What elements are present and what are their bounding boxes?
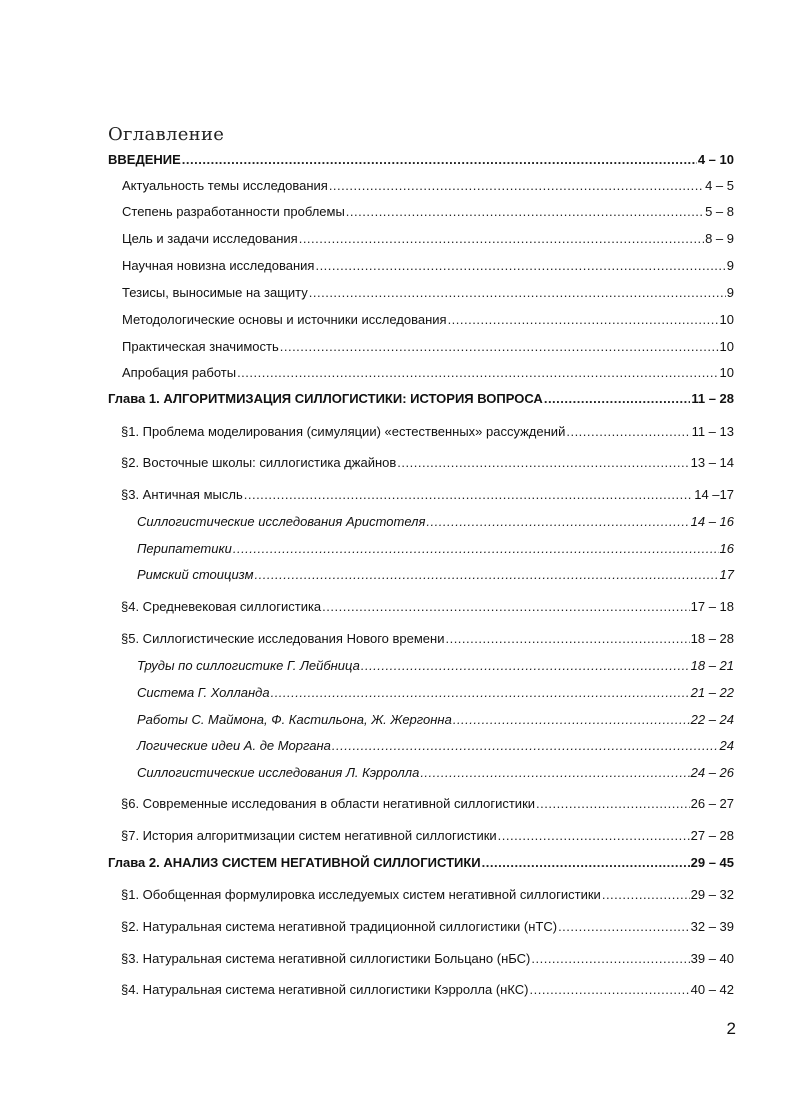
toc-entry[interactable] bbox=[122, 258, 734, 274]
toc-pages: 14 – 16 bbox=[690, 514, 734, 529]
toc-pages: 17 – 18 bbox=[690, 599, 734, 614]
toc-entry[interactable] bbox=[137, 541, 734, 557]
toc-label: Работы С. Маймона, Ф. Кастильона, Ж. Жергонна bbox=[137, 712, 452, 727]
toc-label: Тезисы, выносимые на защиту bbox=[122, 285, 308, 300]
toc-pages: 17 bbox=[719, 567, 734, 582]
toc-entry[interactable] bbox=[122, 339, 734, 355]
dot-leader bbox=[322, 599, 689, 615]
toc-entry[interactable] bbox=[137, 567, 734, 583]
toc-label: Логические идеи А. де Моргана bbox=[137, 738, 331, 753]
toc-pages: 14 –17 bbox=[694, 487, 734, 502]
toc-entry[interactable] bbox=[121, 828, 734, 844]
toc-label: Глава 1. АЛГОРИТМИЗАЦИЯ СИЛЛОГИСТИКИ: ИСТОРИЯ ВОПРОСА bbox=[108, 391, 543, 406]
dot-leader bbox=[448, 312, 719, 328]
dot-leader bbox=[602, 887, 690, 903]
toc-pages: 26 – 27 bbox=[690, 796, 734, 811]
toc-pages: 10 bbox=[719, 365, 734, 380]
toc-label: §4. Средневековая силлогистика bbox=[121, 599, 322, 614]
dot-leader bbox=[315, 258, 725, 274]
toc-pages: 40 – 42 bbox=[690, 982, 734, 997]
toc-pages: 9 bbox=[726, 285, 734, 300]
page-number: 2 bbox=[726, 1019, 736, 1038]
dot-leader bbox=[536, 796, 690, 812]
toc-label: Система Г. Холланда bbox=[137, 685, 270, 700]
toc-label: §3. Античная мысль bbox=[121, 487, 243, 502]
toc-pages: 16 bbox=[719, 541, 734, 556]
dot-leader bbox=[271, 685, 690, 701]
toc-entry[interactable] bbox=[137, 658, 734, 674]
dot-leader bbox=[255, 567, 719, 583]
toc-pages: 24 – 26 bbox=[690, 765, 734, 780]
toc-label: Практическая значимость bbox=[122, 339, 279, 354]
toc-entry[interactable] bbox=[122, 231, 734, 247]
toc-pages: 32 – 39 bbox=[690, 919, 734, 934]
dot-leader bbox=[420, 765, 689, 781]
toc-pages: 4 – 10 bbox=[697, 152, 734, 167]
dot-leader bbox=[233, 541, 719, 557]
dot-leader bbox=[397, 455, 689, 471]
toc-entry[interactable] bbox=[122, 204, 734, 220]
toc-pages: 9 bbox=[726, 258, 734, 273]
toc-pages: 29 – 45 bbox=[690, 855, 734, 870]
toc-entry[interactable] bbox=[121, 631, 734, 647]
toc-entry[interactable] bbox=[121, 487, 734, 503]
toc-pages: 27 – 28 bbox=[690, 828, 734, 843]
dot-leader bbox=[453, 712, 690, 728]
toc-label: §2. Восточные школы: силлогистика джайнов bbox=[121, 455, 397, 470]
toc-pages: 29 – 32 bbox=[690, 887, 734, 902]
toc-entry[interactable] bbox=[137, 712, 734, 728]
dot-leader bbox=[332, 738, 719, 754]
toc-label: §4. Натуральная система негативной силлогистики Кэрролла (нКС) bbox=[121, 982, 529, 997]
dot-leader bbox=[445, 631, 689, 647]
toc-label: Цель и задачи исследования bbox=[122, 231, 298, 246]
toc-entry[interactable] bbox=[121, 919, 734, 935]
toc-label: Глава 2. АНАЛИЗ СИСТЕМ НЕГАТИВНОЙ СИЛЛОГИСТИКИ bbox=[108, 855, 481, 870]
toc-entry[interactable] bbox=[121, 599, 734, 615]
toc-pages: 22 – 24 bbox=[690, 712, 734, 727]
toc-entry[interactable] bbox=[121, 796, 734, 812]
toc-label: §6. Современные исследования в области негативной силлогистики bbox=[121, 796, 536, 811]
toc-pages: 24 bbox=[719, 738, 734, 753]
toc-entry[interactable] bbox=[121, 951, 734, 967]
toc-pages: 21 – 22 bbox=[690, 685, 734, 700]
dot-leader bbox=[558, 919, 690, 935]
dot-leader bbox=[346, 204, 704, 220]
page-title: Оглавление bbox=[108, 124, 225, 145]
toc-pages: 18 – 28 bbox=[690, 631, 734, 646]
toc-label: §3. Натуральная система негативной силлогистики Больцано (нБС) bbox=[121, 951, 531, 966]
dot-leader bbox=[566, 424, 690, 440]
toc-pages: 8 – 9 bbox=[705, 231, 734, 246]
toc-entry[interactable] bbox=[121, 455, 734, 471]
toc-entry[interactable] bbox=[121, 424, 734, 440]
toc-label: ВВЕДЕНИЕ bbox=[108, 152, 181, 167]
dot-leader bbox=[361, 658, 690, 674]
toc-label: Степень разработанности проблемы bbox=[122, 204, 345, 219]
dot-leader bbox=[482, 855, 690, 871]
toc-pages: 5 – 8 bbox=[705, 204, 734, 219]
toc-entry-chapter-2[interactable] bbox=[108, 855, 734, 871]
toc-label: Силлогистические исследования Л. Кэрролла bbox=[137, 765, 420, 780]
toc-label: Научная новизна исследования bbox=[122, 258, 315, 273]
toc-pages: 18 – 21 bbox=[690, 658, 734, 673]
toc-pages: 39 – 40 bbox=[690, 951, 734, 966]
toc-label: Апробация работы bbox=[122, 365, 237, 380]
dot-leader bbox=[182, 152, 697, 168]
toc-entry[interactable] bbox=[137, 738, 734, 754]
dot-leader bbox=[426, 514, 689, 530]
toc-label: Перипатетики bbox=[137, 541, 232, 556]
toc-entry[interactable] bbox=[121, 887, 734, 903]
toc-label: §5. Силлогистические исследования Нового времени bbox=[121, 631, 445, 646]
toc-label: Актуальность темы исследования bbox=[122, 178, 328, 193]
toc-entry-chapter-1[interactable] bbox=[108, 391, 734, 407]
dot-leader bbox=[530, 982, 690, 998]
toc-label: §7. История алгоритмизации систем негативной силлогистики bbox=[121, 828, 497, 843]
toc-label: Методологические основы и источники исследования bbox=[122, 312, 447, 327]
toc-pages: 10 bbox=[719, 312, 734, 327]
dot-leader bbox=[244, 487, 694, 503]
toc-label: Труды по силлогистике Г. Лейбница bbox=[137, 658, 360, 673]
toc-pages: 11 – 13 bbox=[691, 424, 734, 439]
toc-entry[interactable] bbox=[121, 982, 734, 998]
dot-leader bbox=[280, 339, 719, 355]
toc-pages: 13 – 14 bbox=[690, 455, 734, 470]
toc-entry[interactable] bbox=[137, 685, 734, 701]
toc-label: §2. Натуральная система негативной традиционной силлогистики (нТС) bbox=[121, 919, 558, 934]
toc-entry-introduction[interactable] bbox=[108, 152, 734, 168]
toc-label: §1. Проблема моделирования (симуляции) «естественных» рассуждений bbox=[121, 424, 566, 439]
dot-leader bbox=[299, 231, 704, 247]
toc-entry[interactable] bbox=[122, 365, 734, 381]
toc-entry[interactable] bbox=[137, 765, 734, 781]
dot-leader bbox=[309, 285, 726, 301]
dot-leader bbox=[329, 178, 704, 194]
dot-leader bbox=[544, 391, 691, 407]
toc-pages: 4 – 5 bbox=[705, 178, 734, 193]
toc-entry[interactable] bbox=[122, 312, 734, 328]
toc-entry[interactable] bbox=[122, 285, 734, 301]
toc-label: Римский стоицизм bbox=[137, 567, 254, 582]
dot-leader bbox=[237, 365, 718, 381]
toc-pages: 11 – 28 bbox=[691, 391, 734, 406]
toc-entry[interactable] bbox=[137, 514, 734, 530]
dot-leader bbox=[498, 828, 690, 844]
toc-label: §1. Обобщенная формулировка исследуемых систем негативной силлогистики bbox=[121, 887, 601, 902]
dot-leader bbox=[531, 951, 689, 967]
toc-label: Силлогистические исследования Аристотеля bbox=[137, 514, 426, 529]
toc-pages: 10 bbox=[719, 339, 734, 354]
toc-entry[interactable] bbox=[122, 178, 734, 194]
